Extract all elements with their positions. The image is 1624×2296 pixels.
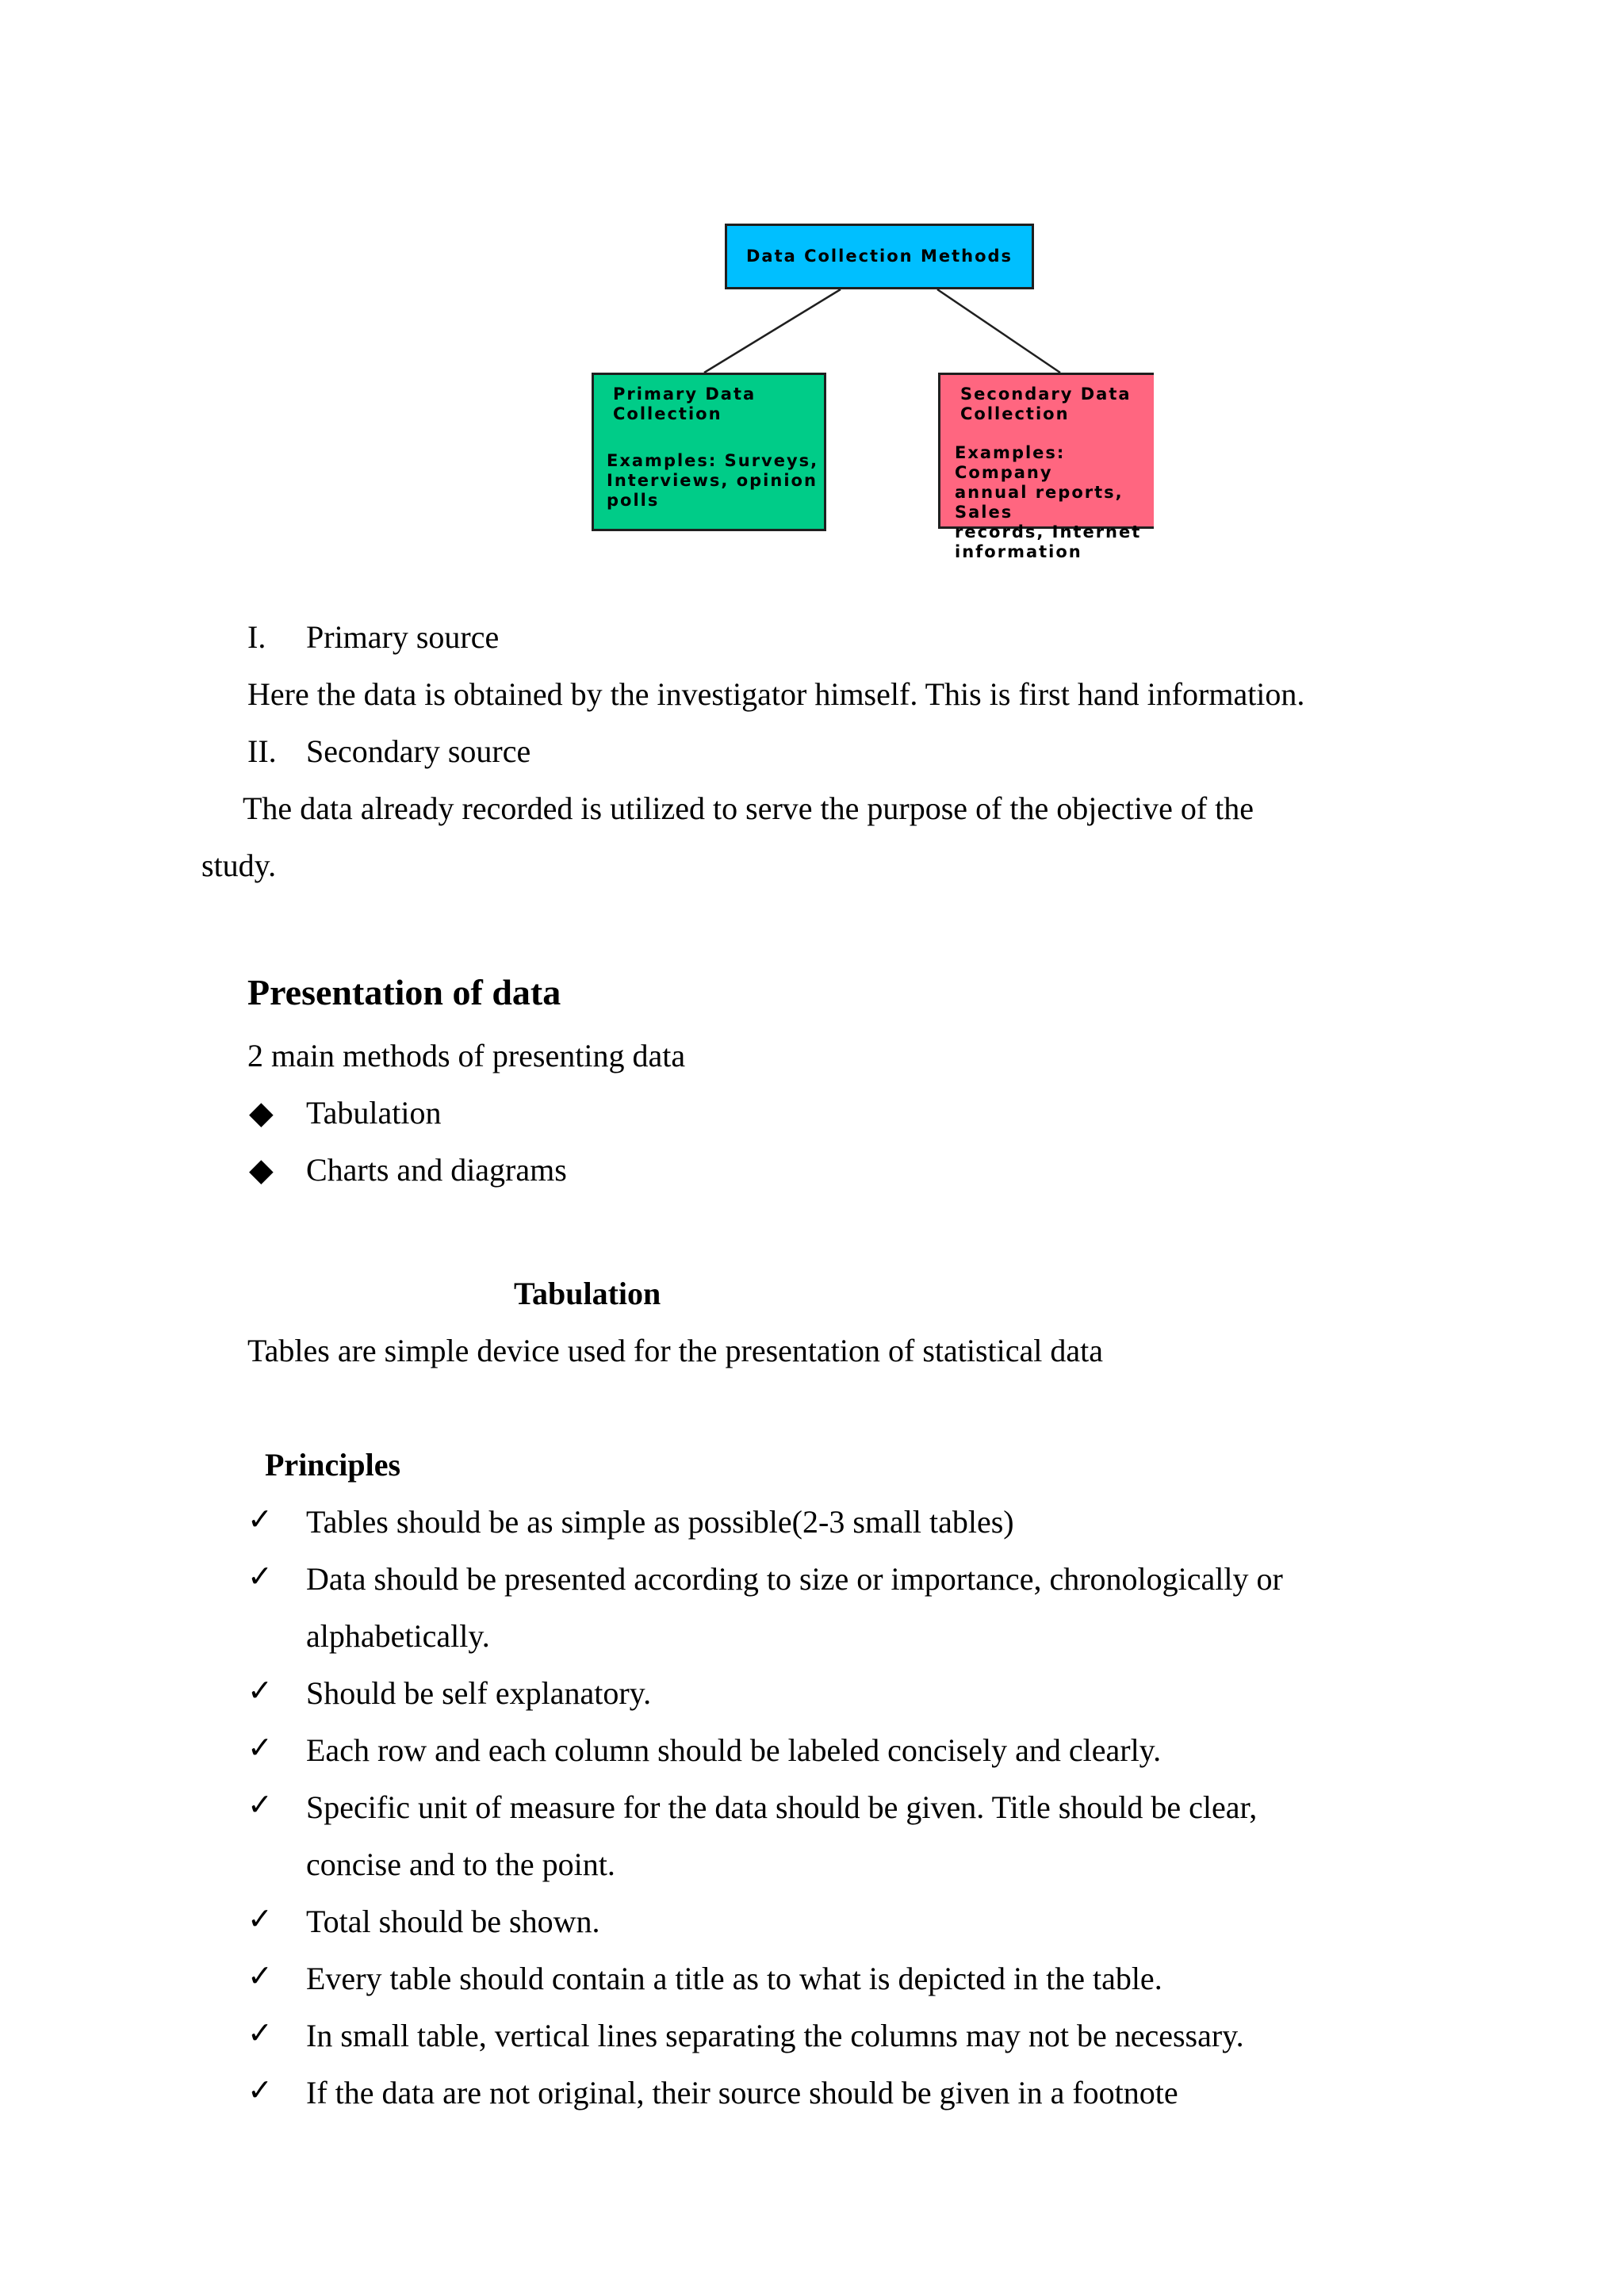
checkmark-icon: ✓ [247,1730,273,1765]
principle-item: If the data are not original, their source should be given in a footnote [306,2075,1178,2110]
principle-item: Should be self explanatory. [306,1675,652,1711]
principle-item: Data should be presented according to size or importance, chronologically or [306,1561,1283,1597]
principle-item-continued: alphabetically. [306,1618,490,1654]
primary-source-text: Here the data is obtained by the investigator himself. This is first hand information. [247,676,1305,712]
presentation-heading: Presentation of data [247,972,561,1012]
checkmark-icon: ✓ [247,1787,273,1822]
secondary-source-text-line1: The data already recorded is utilized to serve the purpose of the objective of the [243,790,1254,826]
principle-item: In small table, vertical lines separating the columns may not be necessary. [306,2018,1244,2053]
primary-source-number: I. [247,619,266,655]
secondary-source-number: II. [247,733,277,769]
secondary-source-text-line2: study. [201,848,277,883]
checkmark-icon: ✓ [247,2015,273,2050]
secondary-source-label: Secondary source [306,733,531,769]
secondary-box-title: Secondary Data Collection [960,385,1132,423]
primary-box-examples: Examples: Surveys, Interviews, opinion polls [607,451,819,510]
primary-box-title: Primary Data Collection [613,385,756,423]
checkmark-icon: ✓ [247,1502,273,1536]
method-charts: Charts and diagrams [306,1152,567,1188]
tabulation-text: Tables are simple device used for the presentation of statistical data [247,1333,1104,1368]
checkmark-icon: ✓ [247,1673,273,1708]
diagram-root-label: Data Collection Methods [745,247,1013,266]
diamond-bullet-icon: ◆ [249,1095,274,1131]
primary-source-label: Primary source [306,619,500,655]
principle-item: Every table should contain a title as to what is depicted in the table. [306,1961,1162,1996]
checkmark-icon: ✓ [247,1559,273,1594]
diagram-secondary-box [938,373,1154,561]
checkmark-icon: ✓ [247,2072,273,2107]
principle-item: Specific unit of measure for the data should be given. Title should be clear, [306,1789,1258,1825]
diagram-root-box [725,224,1034,289]
checkmark-icon: ✓ [247,1901,273,1936]
connector-right [937,289,1060,373]
principle-item: Tables should be as simple as possible(2-3 small tables) [306,1504,1014,1540]
diagram-primary-box [592,373,826,531]
connector-left [704,289,841,373]
principle-item: Total should be shown. [306,1904,600,1939]
checkmark-icon: ✓ [247,1958,273,1993]
secondary-box-examples: Examples: Company annual reports, Sales records, Internet information [955,443,1142,561]
tabulation-heading: Tabulation [514,1276,661,1311]
principle-item: Each row and each column should be labeled concisely and clearly. [306,1732,1162,1768]
diamond-bullet-icon: ◆ [249,1152,274,1188]
presentation-intro: 2 main methods of presenting data [247,1038,686,1073]
principle-item-continued: concise and to the point. [306,1846,615,1882]
principles-heading: Principles [265,1447,401,1483]
method-tabulation: Tabulation [306,1095,442,1131]
